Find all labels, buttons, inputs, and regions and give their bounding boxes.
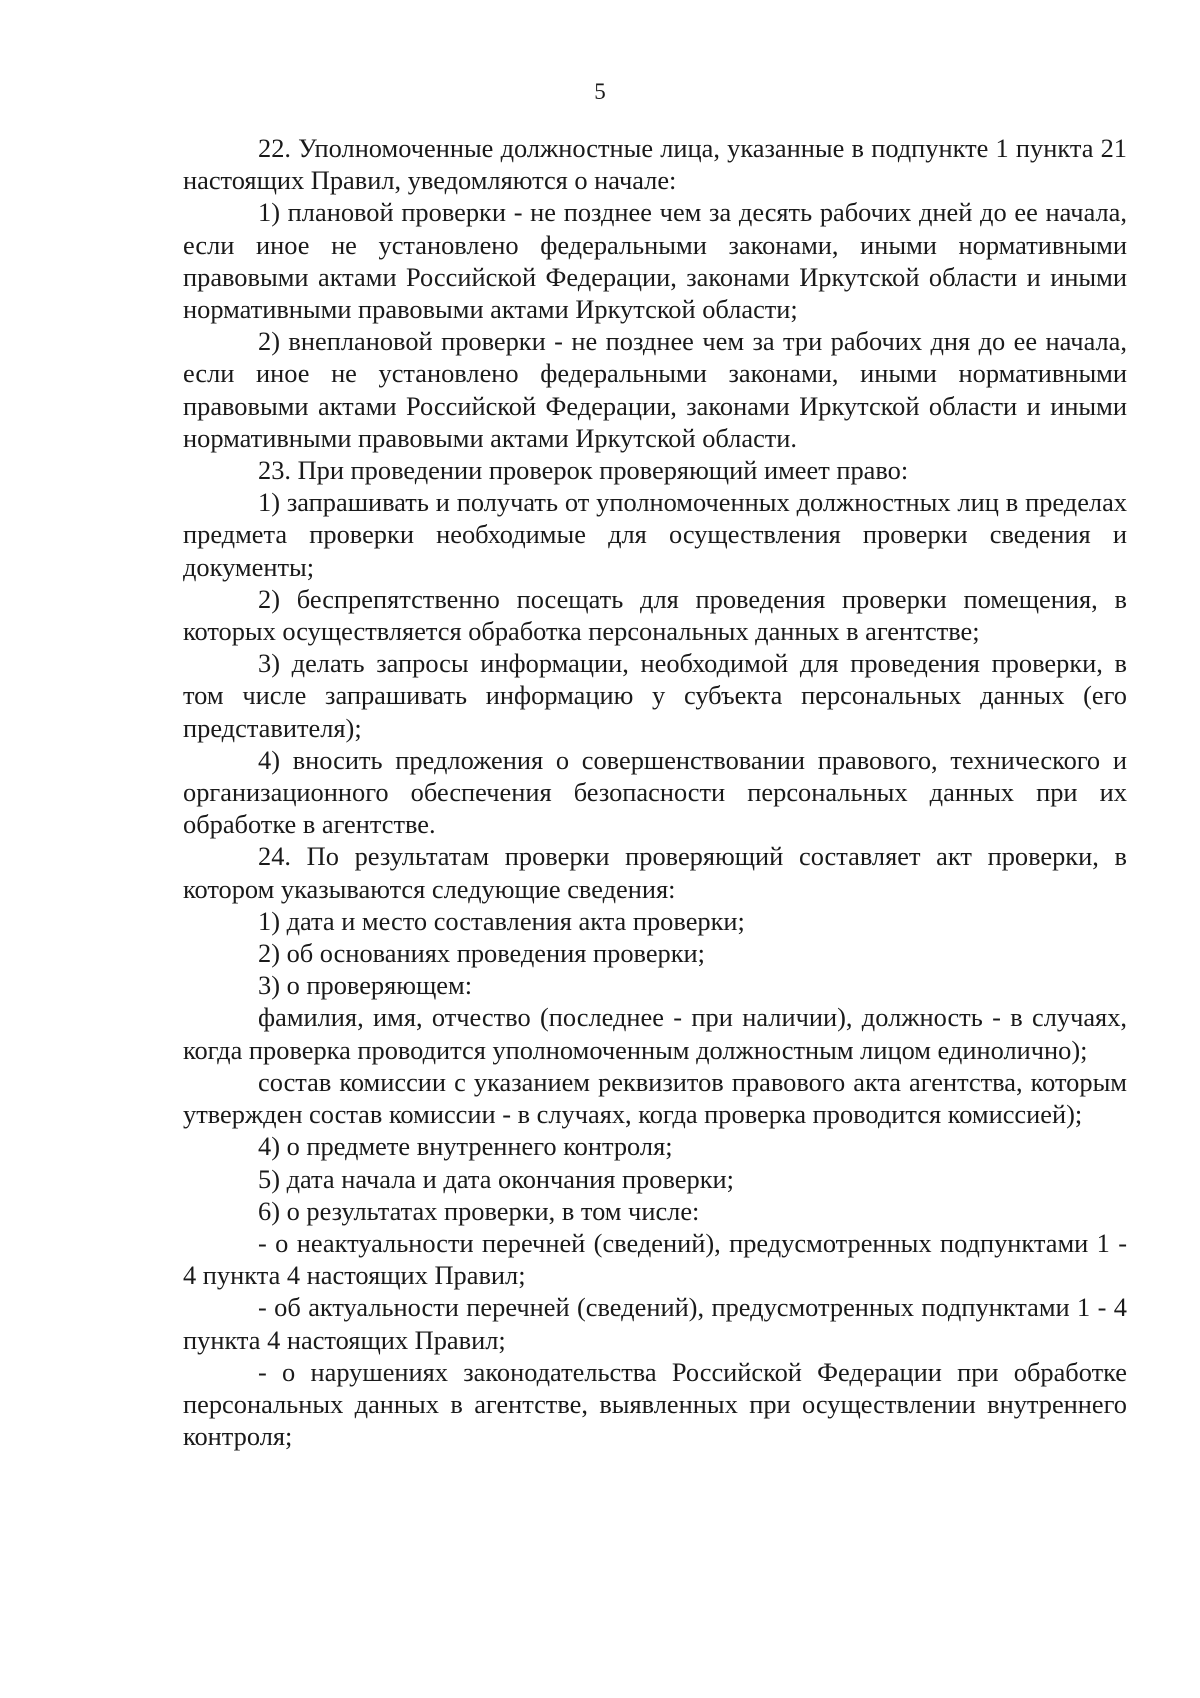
paragraph-22-item-2: 2) внеплановой проверки - не позднее чем за три рабочих дня до ее начала, если иное не установлено федеральными законами, иными нормативными правовыми актами Российской Федерации, законами Иркутской области и иными нормативными правовыми актами Иркутской области. — [183, 326, 1127, 453]
paragraph-24: 24. По результатам проверки проверяющий составляет акт проверки, в котором указываются следующие сведения: — [183, 841, 1127, 904]
paragraph-24-item-3-commission: состав комиссии с указанием реквизитов правового акта агентства, которым утвержден состав комиссии - в случаях, когда проверка проводится комиссией); — [183, 1066, 1127, 1130]
paragraph-24-item-3-individual: фамилия, имя, отчество (последнее - при наличии), должность - в случаях, когда проверка проводится уполномоченным должностным лицом единолично); — [183, 1002, 1127, 1065]
paragraph-24-item-6-dash-2: - об актуальности перечней (сведений), предусмотренных подпунктами 1 - 4 пункта 4 настоящих Правил; — [183, 1292, 1127, 1355]
paragraph-23-item-2: 2) беспрепятственно посещать для проведения проверки помещения, в которых осуществляется обработка персональных данных в агентстве; — [183, 583, 1127, 647]
page-number: 5 — [594, 79, 606, 104]
paragraph-24-item-4: 4) о предмете внутреннего контроля; — [258, 1131, 673, 1162]
paragraph-24-item-1: 1) дата и место составления акта проверки; — [258, 905, 745, 936]
paragraph-24-item-6-dash-1: - о неактуальности перечней (сведений), предусмотренных подпунктами 1 - 4 пункта 4 настоящих Правил; — [183, 1227, 1127, 1291]
paragraph-22-item-1: 1) плановой проверки - не позднее чем за десять рабочих дней до ее начала, если иное не установлено федеральными законами, иными нормативными правовыми актами Российской Федерации, законами Иркутской области и иными нормативными правовыми актами Иркутской области; — [183, 197, 1127, 325]
paragraph-23-item-3: 3) делать запросы информации, необходимой для проведения проверки, в том числе запрашивать информацию у субъекта персональных данных (его представителя); — [183, 648, 1127, 743]
paragraph-23-item-1: 1) запрашивать и получать от уполномоченных должностных лиц в пределах предмета проверки необходимые для осуществления проверки сведения и документы; — [183, 487, 1127, 582]
paragraph-23: 23. При проведении проверок проверяющий имеет право: — [258, 455, 909, 486]
document-body — [183, 132, 1127, 1452]
paragraph-23-item-4: 4) вносить предложения о совершенствовании правового, технического и организационного обеспечения безопасности персональных данных при их обработке в агентстве. — [183, 744, 1127, 840]
paragraph-24-item-3: 3) о проверяющем: — [258, 970, 473, 1001]
paragraph-24-item-2: 2) об основаниях проведения проверки; — [258, 938, 706, 969]
paragraph-24-item-5: 5) дата начала и дата окончания проверки; — [258, 1163, 734, 1194]
paragraph-22: 22. Уполномоченные должностные лица, указанные в подпункте 1 пункта 21 настоящих Правил, уведомляются о начале: — [183, 133, 1127, 196]
paragraph-24-item-6-dash-3: - о нарушениях законодательства Российской Федерации при обработке персональных данных в агентстве, выявленных при осуществлении внутреннего контроля; — [183, 1356, 1127, 1452]
paragraph-24-item-6: 6) о результатах проверки, в том числе: — [258, 1195, 700, 1226]
